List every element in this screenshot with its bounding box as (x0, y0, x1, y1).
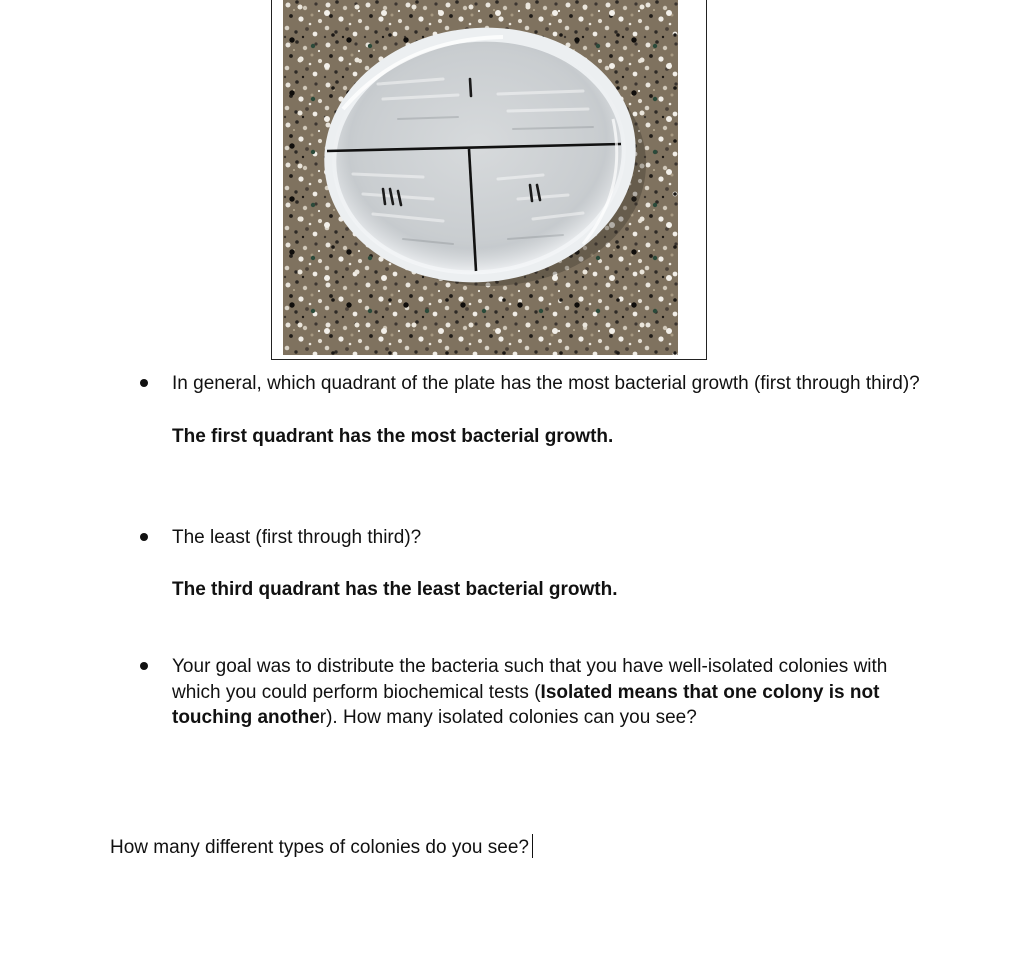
agar-plate-photo (283, 0, 678, 355)
text-cursor (532, 834, 534, 858)
question-text-part1: Your goal was to distribute the bacteria such that you have well-isolated colonies with which you could perform biochemical tests ( (172, 656, 888, 703)
question-text-bold: Isolated means that one colony is not touching anothe (172, 681, 880, 728)
question-item-1 (140, 371, 920, 449)
final-question[interactable] (110, 834, 533, 860)
question-text: In general, which quadrant of the plate has the most bacterial growth (first through third)? (172, 373, 920, 394)
answer-text: The first quadrant has the most bacterial growth. (172, 425, 614, 447)
bullet-icon (140, 379, 148, 387)
answer-text: The third quadrant has the least bacterial growth. (172, 578, 618, 600)
question-item-2 (140, 525, 920, 602)
question-text (172, 654, 930, 731)
question-item-3 (140, 654, 930, 731)
bullet-icon (140, 662, 148, 670)
figure-frame (271, 0, 707, 360)
question-text-part2: r). How many isolated colonies can you see? (319, 707, 697, 728)
final-question-text: How many different types of colonies do you see? (110, 837, 529, 858)
bullet-icon (140, 533, 148, 541)
question-text: The least (first through third)? (172, 527, 422, 548)
